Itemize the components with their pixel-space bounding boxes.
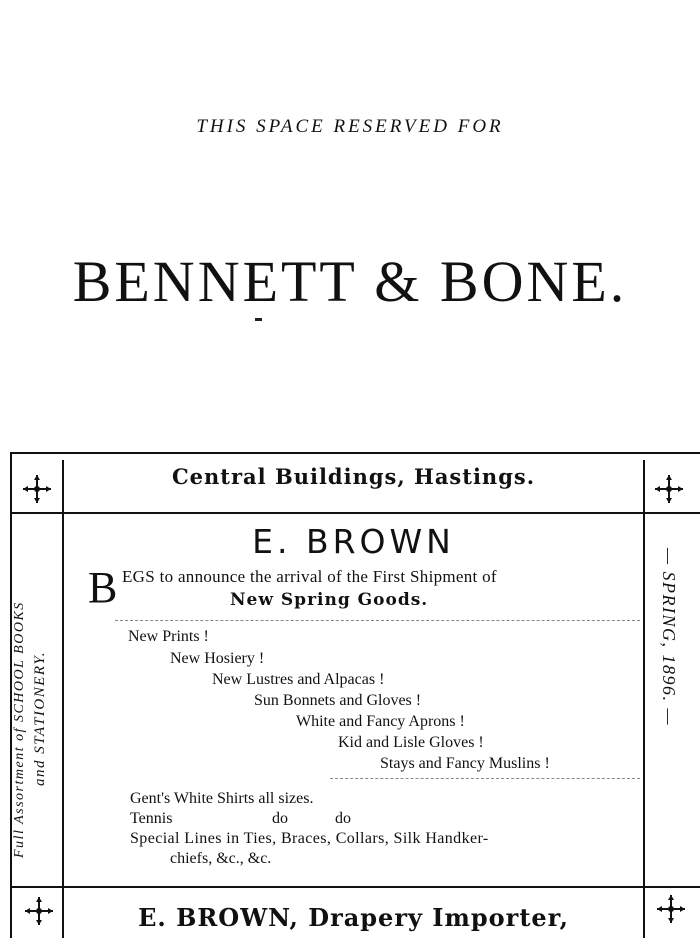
merchant-name: E. BROWN bbox=[252, 522, 455, 561]
side-text-left-2: and STATIONERY. bbox=[32, 650, 48, 786]
separator bbox=[330, 778, 640, 779]
side-text-left-1: Full Assortment of SCHOOL BOOKS bbox=[12, 601, 27, 858]
intro-text: EGS to announce the arrival of the First Shipment of bbox=[122, 567, 497, 586]
ad-footer: E. BROWN, Drapery Importer, bbox=[138, 903, 569, 932]
special-lines-continued: chiefs, &c., &c. bbox=[170, 850, 272, 867]
ornament-icon bbox=[652, 472, 686, 506]
drop-cap: B bbox=[88, 563, 118, 612]
shirts-line: Gent's White Shirts all sizes. bbox=[130, 790, 314, 807]
ad-header: Central Buildings, Hastings. bbox=[171, 464, 536, 489]
list-item: New Lustres and Alpacas ! bbox=[212, 671, 385, 688]
dash-mark bbox=[255, 318, 262, 321]
list-item: Stays and Fancy Muslins ! bbox=[380, 755, 550, 772]
ornament-icon bbox=[22, 894, 56, 928]
inner-right-rule bbox=[643, 460, 645, 938]
list-item: White and Fancy Aprons ! bbox=[296, 713, 465, 730]
reserved-notice: THIS SPACE RESERVED FOR bbox=[196, 116, 504, 137]
subhead: New Spring Goods. bbox=[230, 590, 429, 610]
firm-name: BENNETT & BONE. bbox=[72, 249, 628, 314]
list-item: Sun Bonnets and Gloves ! bbox=[254, 692, 422, 709]
separator bbox=[115, 620, 640, 621]
ornament-icon bbox=[654, 892, 688, 926]
list-item: New Hosiery ! bbox=[170, 650, 265, 667]
list-item: Kid and Lisle Gloves ! bbox=[338, 734, 484, 751]
ditto-mark: do bbox=[272, 810, 288, 827]
ornament-icon bbox=[20, 472, 54, 506]
special-lines: Special Lines in Ties, Braces, Collars, Silk Handker- bbox=[130, 830, 489, 847]
frame-top-rule bbox=[10, 452, 700, 454]
ditto-mark: do bbox=[335, 810, 351, 827]
header-rule bbox=[10, 512, 700, 514]
tennis-label: Tennis bbox=[130, 810, 173, 827]
list-item: New Prints ! bbox=[128, 628, 209, 645]
footer-rule bbox=[10, 886, 700, 888]
side-text-right: — SPRING, 1896. — bbox=[659, 548, 679, 726]
